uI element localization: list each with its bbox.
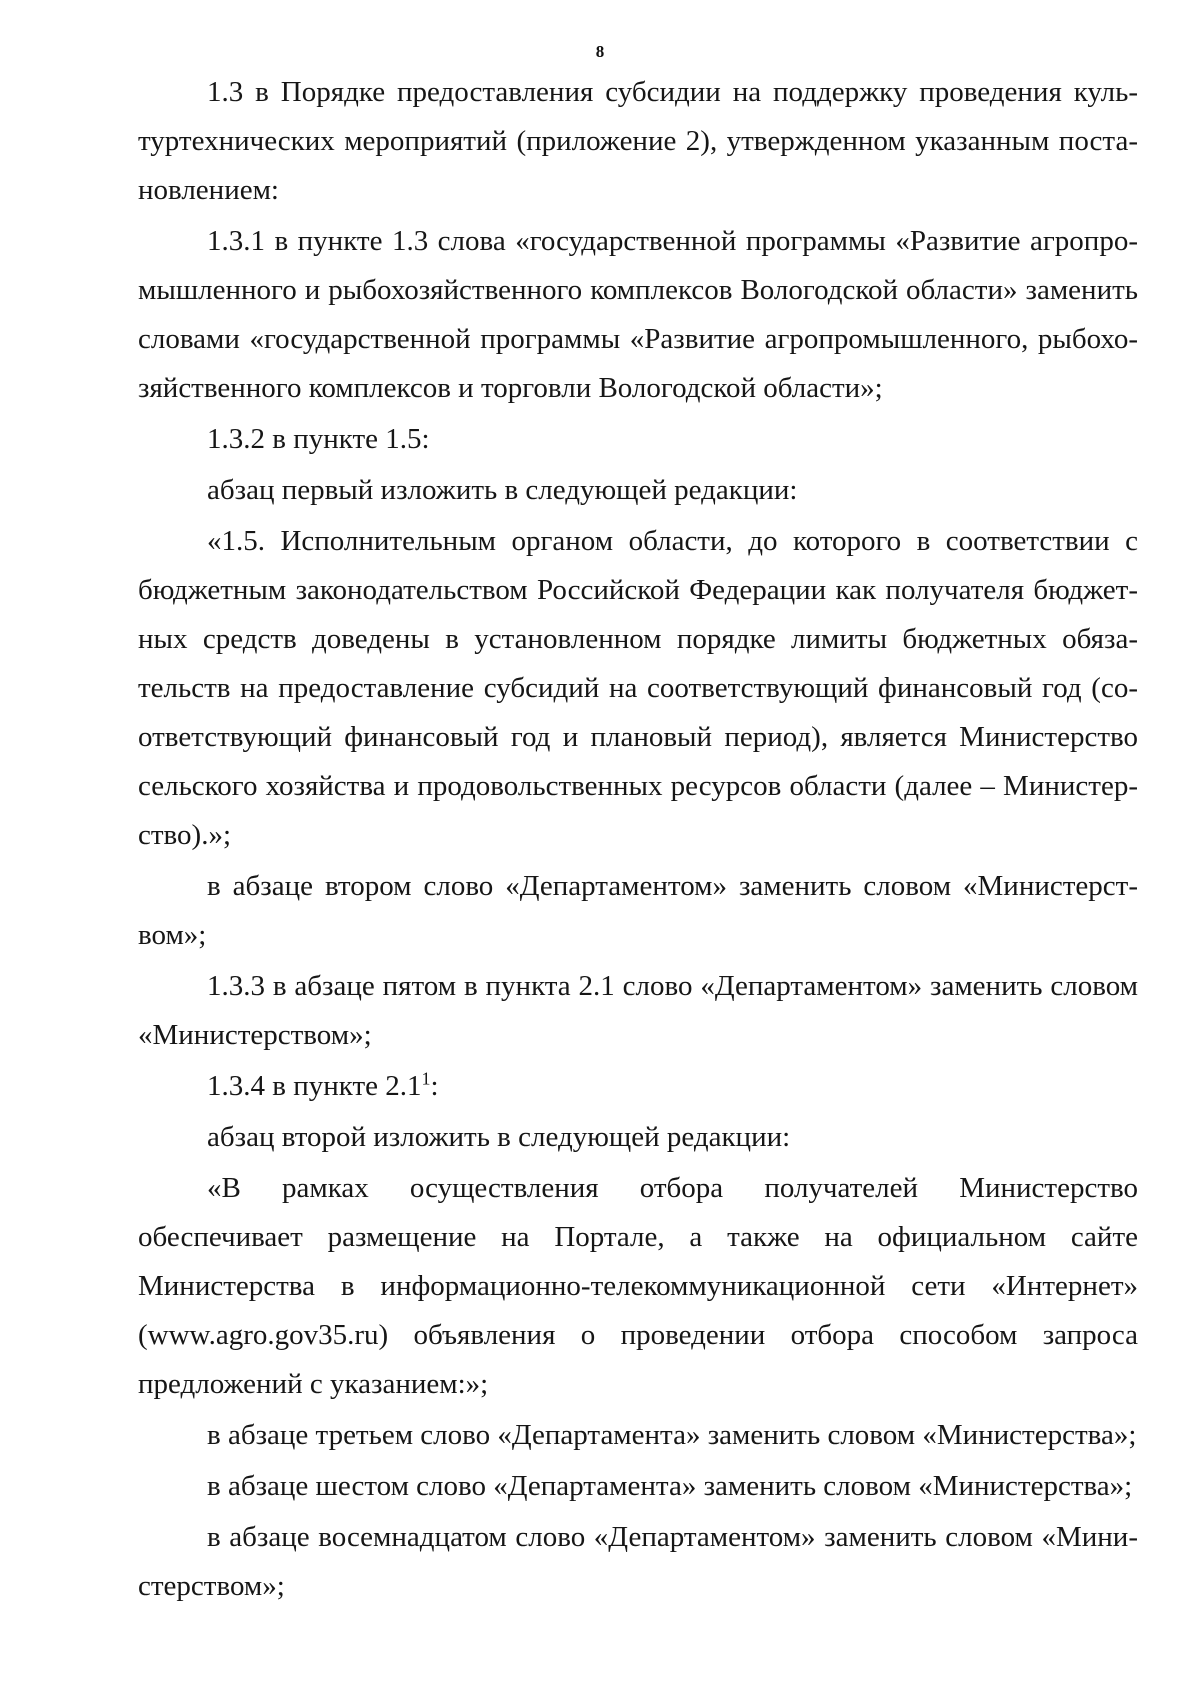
paragraph-1-3-1: 1.3.1 в пункте 1.3 слова «государственной программы «Развитие агропромышленного и рыбохозяйственного комплексов Вологодской области» заменить словами «государственной программы «Развитие агропромышленного, рыбохозяйственного комплексов и торговли Вологодской области»; — [138, 225, 1138, 404]
paragraph-third-abzac-replace: в абзаце третьем слово «Департамента» заменить словом «Министерства»; — [207, 1419, 1137, 1451]
item-1-3-4-text: 1.3.4 в пункте 2.1 — [207, 1070, 422, 1102]
document-body — [138, 68, 1138, 1611]
paragraph-quote-selection: «В рамках осуществления отбора получателей Министерство обеспечивает размещение на Портале, а также на официальном сайте Министерства в информационно-телекоммуникационной сети «Интернет» (www.agro.gov35.ru) объявления о проведении отбора способом запроса предложений с указанием:»; — [138, 1172, 1138, 1400]
paragraph-eighteenth-abzac-replace: в абзаце восемнадцатом слово «Департаментом» заменить словом «Министерством»; — [138, 1521, 1138, 1602]
paragraph-second-abzac-replace: в абзаце втором слово «Департаментом» заменить словом «Министерством»; — [138, 870, 1138, 951]
paragraph-sixth-abzac-replace: в абзаце шестом слово «Департамента» заменить словом «Министерства»; — [207, 1470, 1133, 1502]
paragraph-quote-1-5: «1.5. Исполнительным органом области, до которого в соответствии с бюджетным законодательством Российской Федерации как получателя бюджетных средств доведены в установленном порядке лимиты бюджетных обязательств на предоставление субсидий на соответствующий финансовый год (соответствующий финансовый год и плановый период), является Министерство сельского хозяйства и продовольственных ресурсов области (далее – Министерство).»; — [138, 525, 1138, 851]
paragraph-1-3-2: 1.3.2 в пункте 1.5: — [207, 423, 430, 455]
paragraph-1-3-4 — [138, 1062, 1138, 1111]
page-number: 8 — [595, 42, 605, 61]
paragraph-second-abzac-instruction: абзац второй изложить в следующей редакции: — [207, 1121, 791, 1153]
paragraph-first-abzac-instruction: абзац первый изложить в следующей редакции: — [207, 474, 798, 506]
item-1-3-4-superscript: 1 — [421, 1068, 431, 1089]
paragraph-1-3: 1.3 в Порядке предоставления субсидии на поддержку проведения культуртехнических мероприятий (приложение 2), утвержденном указанным постановлением: — [138, 76, 1138, 206]
item-1-3-4-colon: : — [430, 1070, 439, 1102]
paragraph-1-3-3: 1.3.3 в абзаце пятом в пункта 2.1 слово «Департаментом» заменить словом «Министерством»; — [138, 970, 1138, 1051]
